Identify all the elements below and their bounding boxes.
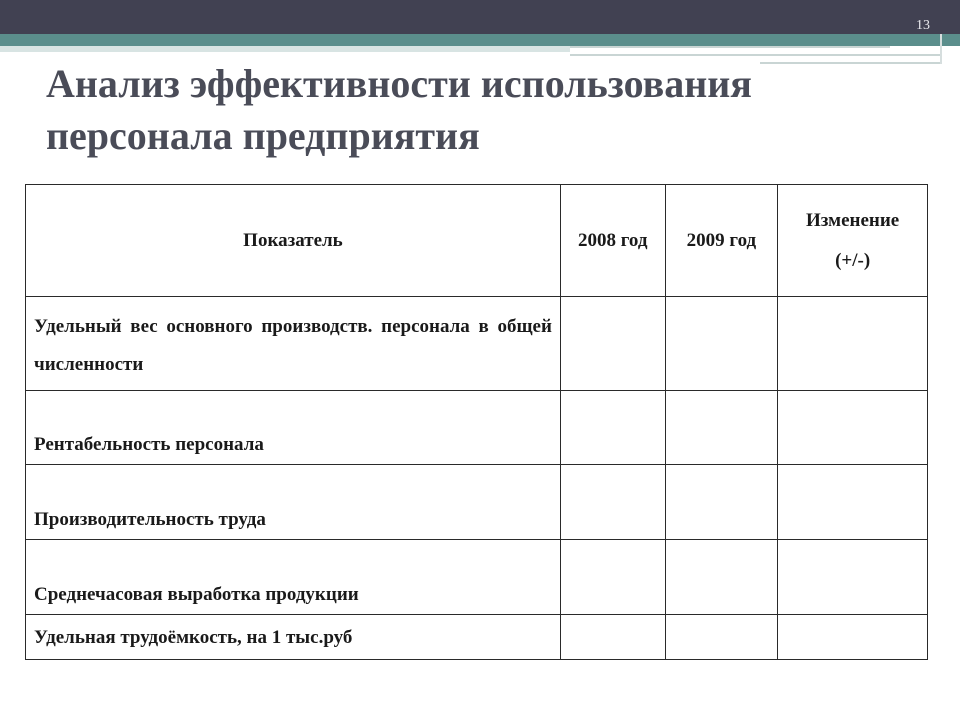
header-change-sign: (+/-) [835,249,871,271]
value-2008-cell [560,297,665,391]
indicator-cell: Рентабельность персонала [26,391,561,465]
value-2009-cell [665,615,778,660]
indicator-cell: Удельная трудоёмкость, на 1 тыс.руб [26,615,561,660]
accent-band-light [0,46,570,52]
page-number: 13 [916,18,930,33]
value-2009-cell [665,391,778,465]
indicator-cell: Производительность труда [26,465,561,540]
table-row [26,615,928,660]
change-cell [778,540,928,615]
indicator-cell: Среднечасовая выработка продукции [26,540,561,615]
header-change-label: Изменение [806,209,900,231]
header-indicator: Показатель [26,185,561,297]
decorative-line [570,54,940,56]
change-cell [778,391,928,465]
value-2009-cell [665,540,778,615]
slide-title: Анализ эффективности использования персонала предприятия [46,61,752,158]
value-2008-cell [560,465,665,540]
change-cell [778,465,928,540]
value-2008-cell [560,391,665,465]
change-cell [778,297,928,391]
table-row [26,540,928,615]
header-band [0,0,960,34]
table-row [26,465,928,540]
change-cell [778,615,928,660]
indicator-cell: Удельный вес основного производств. персонала в общей численности [26,297,561,391]
efficiency-table [25,184,928,660]
value-2009-cell [665,465,778,540]
accent-band [0,34,960,46]
header-2008: 2008 год [560,185,665,297]
header-change [778,185,928,297]
decorative-line [570,46,890,48]
value-2008-cell [560,540,665,615]
value-2008-cell [560,615,665,660]
value-2009-cell [665,297,778,391]
decorative-line [940,34,942,64]
table-row [26,297,928,391]
table-header-row [26,185,928,297]
header-2009: 2009 год [665,185,778,297]
table-row [26,391,928,465]
